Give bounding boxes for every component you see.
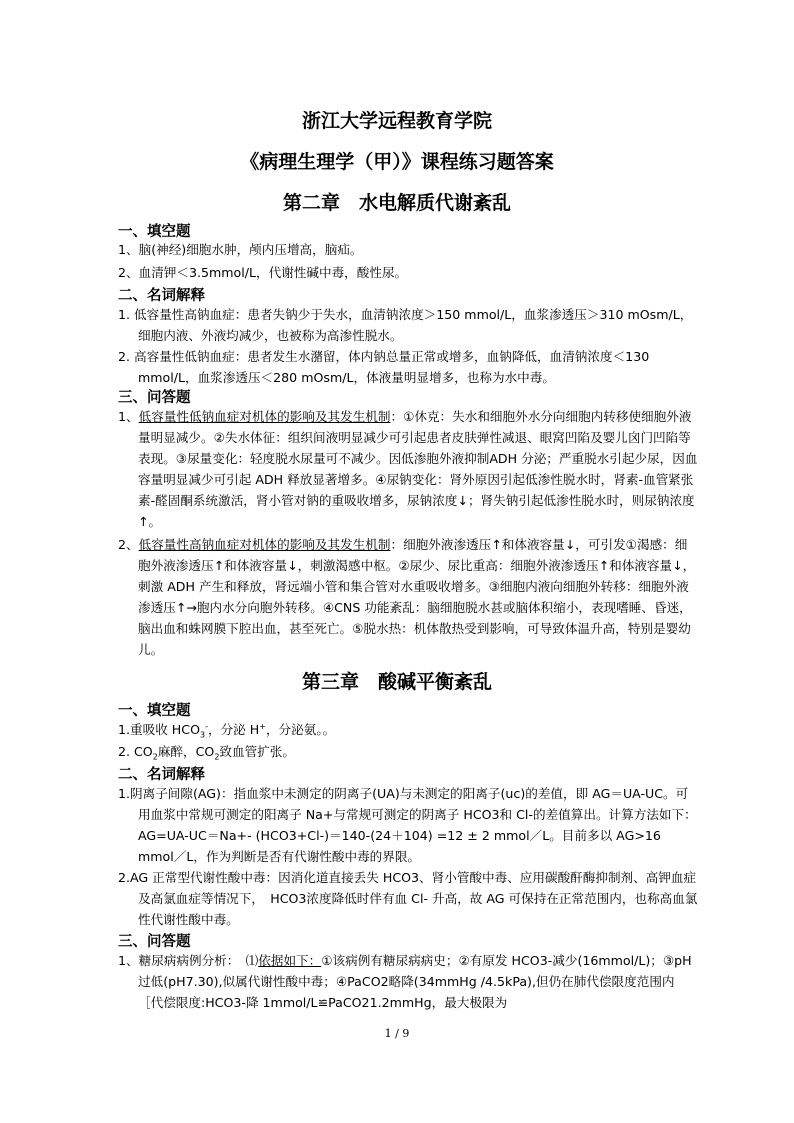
ch2-term-2: 2. 高容量性低钠血症：患者发生水潴留，体内钠总量正常或增多，血钠降低，血清钠浓度＜130 mmol/L，血浆渗透压＜280 mOsm/L，体液量明显增多，也称为水中毒。 (118, 349, 650, 385)
q2-number: 2、 (118, 537, 139, 552)
q2-title: 低容量性高钠血症对机体的影响及其发生机制 (138, 537, 391, 552)
q1-title: 低容量性低钠血症对机体的影响及其发生机制 (138, 409, 391, 424)
ch2-question-1 (118, 406, 698, 532)
ch2-terms-heading: 二、名词解释 (118, 288, 205, 304)
ch2-term-1: 1. 低容量性高钠血症：患者失钠少于失水，血清钠浓度＞150 mmol/L，血浆渗透压＞310 mOsm/L，细胞内液、外液均减少，也被称为高渗性脱水。 (118, 307, 693, 343)
chapter-2-title: 第二章 水电解质代谢紊乱 (282, 192, 511, 214)
ch3-question-1: 1、糖尿病病例分析： ⑴依据如下：①该病例有糖尿病病史；②有原发 HCO3-减少(16mmol/L)；③pH 过低(pH7.30),似属代谢性酸中毒；④PaCO2略降(34mmHg /4.5kPa),但仍在肺代偿限度范围内［代偿限度:HCO3-降 1mmol/L≌PaCO21.2mmHg，最大极限为 (118, 953, 692, 1010)
q1-number: 1、 (118, 409, 139, 424)
q1-body: ：①休克：失水和细胞外水分向细胞内转移使细胞外液量明显减少。②失水体征：组织间液明显减少可引起患者皮肤弹性减退、眼窝凹陷及婴儿囟门凹陷等表现。③尿量变化：轻度脱水尿量可不减少。因低渗胞外液抑制ADH 分泌；严重脱水引起少尿，因血容量明显减少可引起 ADH 释放显著增多。④尿钠变化：肾外原因引起低渗性脱水时，肾素-血管紧张素-醛固酮系统激活，肾小管对钠的重吸收增多，尿钠浓度↓；肾失钠引起低渗性脱水时，则尿钠浓度↑。 (138, 409, 698, 529)
ch3-fill-1: 1.重吸收 $HCO_3^-$，分泌 H+，分泌氨。。 (118, 721, 336, 740)
chapter-3-title: 第三章 酸碱平衡紊乱 (301, 671, 492, 693)
ch2-fill-2: 2、血清钾＜3.5mmol/L，代谢性碱中毒，酸性尿。 (118, 265, 408, 280)
ch3-fill-heading: 一、填空题 (118, 703, 191, 719)
course-title: 《病理生理学（甲）》课程练习题答案 (240, 151, 554, 173)
ch2-question-2 (118, 534, 698, 660)
ch2-fill-heading: 一、填空题 (118, 224, 191, 240)
page-number: 1 / 9 (384, 1027, 410, 1040)
ch3-qa-heading: 三、问答题 (118, 934, 191, 950)
q2-body: ：细胞外液渗透压↑和体液容量↓，可引发①渴感：细胞外液渗透压↑和体液容量↓，刺激渴感中枢。②尿少、尿比重高：细胞外液渗透压↑和体液容量↓，刺激 ADH 产生和释放，肾远端小管和集合管对水重吸收增多。③细胞内液向细胞外转移：细胞外液渗透压↑→胞内水分向胞外转移。④CNS 功能紊乱：脑细胞脱水甚或脑体积缩小，表现嗜睡、昏迷，脑出血和蛛网膜下腔出血，甚至死亡。⑤脱水热：机体散热受到影响，可导致体温升高，特别是婴幼儿。 (138, 537, 696, 657)
ch2-fill-1: 1、脑(神经)细胞水肿，颅内压增高，脑疝。 (118, 242, 363, 257)
ch3-term-1: 1.阴离子间隙(AG)：指血浆中未测定的阴离子(UA)与未测定的阳离子(uc)的差值，即 AG＝UA-UC。可用血浆中常规可测定的阳离子 Na+与常规可测定的阴离子 HCO3和 Cl-的差值算出。计算方法如下： AG=UA-UC＝Na+- (HCO3+Cl-)＝140-(24＋104) =12 ± 2 mmol／L。目前多以 AG>16 mmol／L，作为判断是否有代谢性酸中毒的界限。 (118, 786, 703, 864)
ch2-qa-heading: 三、问答题 (118, 390, 191, 406)
ch3-term-2: 2.AG 正常型代谢性酸中毒：因消化道直接丢失 HCO3、肾小管酸中毒、应用碳酸酐酶抑制剂、高钾血症及高氯血症等情况下， HCO3浓度降低时伴有血 Cl- 升高，故 AG 可保持在正常范围内，也称高血氯性代谢性酸中毒。 (118, 870, 698, 927)
ch3-fill-2: 2. $CO_2$麻醉，$CO_2$致血管扩张。 (118, 744, 295, 762)
school-title: 浙江大学远程教育学院 (301, 110, 492, 132)
ch3-terms-heading: 二、名词解释 (118, 767, 205, 783)
